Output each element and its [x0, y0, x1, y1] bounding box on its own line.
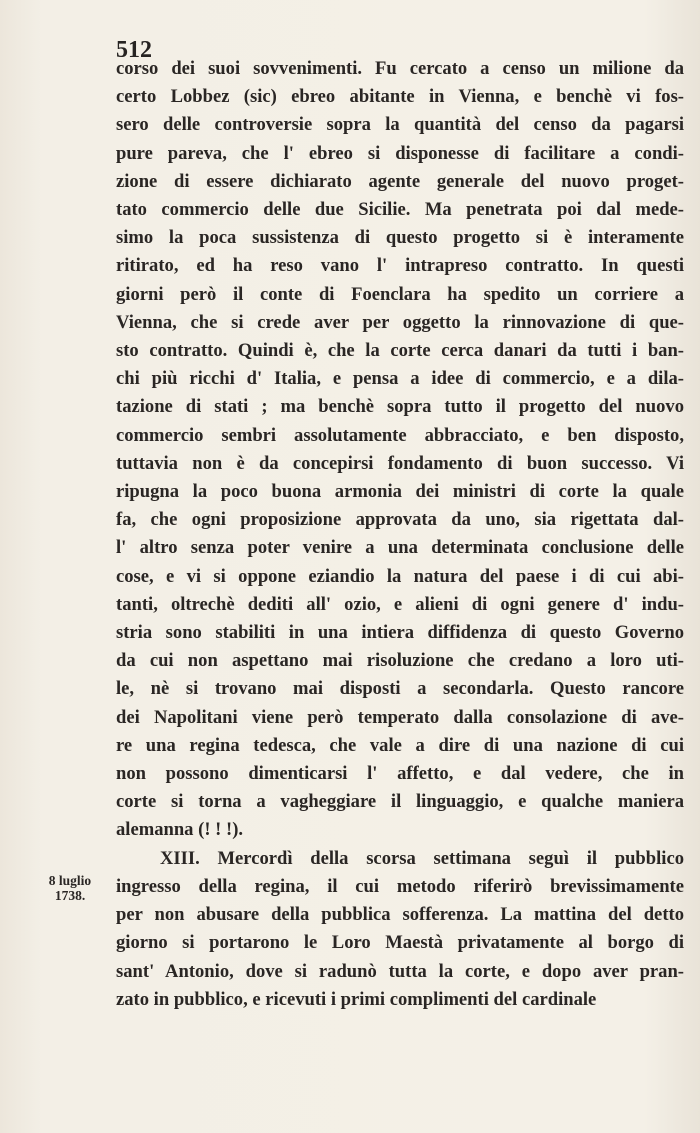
text-line: sto contratto. Quindi è, che la corte cerca danari da tutti i ban-: [116, 340, 684, 362]
text-line: giorno si portarono le Loro Maestà privatamente al borgo di: [116, 932, 684, 954]
text-line: cose, e vi si oppone eziandio la natura del paese i di cui abi-: [116, 565, 684, 587]
text-line: sero delle controversie sopra la quantità del censo da pagarsi: [116, 114, 684, 136]
text-line: corso dei suoi sovvenimenti. Fu cercato a censo un milione da: [116, 58, 684, 79]
text-line: giorni però il conte di Foenclara ha spedito un corriere a: [116, 283, 684, 305]
text-line: per non abusare della pubblica sofferenza. La mattina del detto: [116, 904, 684, 926]
text-line: simo la poca sussistenza di questo progetto si è interamente: [116, 227, 684, 249]
text-line: re una regina tedesca, che vale a dire di una nazione di cui: [116, 734, 684, 756]
text-line: commercio sembri assolutamente abbracciato, e ben disposto,: [116, 424, 684, 446]
text-line: zione di essere dichiarato agente generale del nuovo proget-: [116, 170, 684, 192]
text-line: le, nè si trovano mai disposti a secondarla. Questo rancore: [116, 678, 684, 700]
text-line: alemanna (! ! !).: [116, 819, 244, 841]
page-number: 512: [116, 37, 152, 63]
text-line: fa, che ogni proposizione approvata da uno, sia rigettata dal-: [116, 509, 684, 531]
margin-note-year: 1738.: [54, 888, 86, 903]
text-line: ingresso della regina, il cui metodo riferirò brevissimamente: [116, 875, 684, 897]
text-line: l' altro senza poter venire a una determinata conclusione delle: [116, 537, 684, 559]
text-line: certo Lobbez (sic) ebreo abitante in Vienna, e benchè vi fos-: [116, 86, 684, 108]
text-line: stria sono stabiliti in una intiera diffidenza di questo Governo: [116, 622, 684, 644]
text-line: tato commercio delle due Sicilie. Ma penetrata poi dal mede-: [116, 199, 684, 221]
text-line: corte si torna a vagheggiare il linguaggio, e qualche maniera: [116, 791, 684, 813]
body-text: [116, 55, 684, 1014]
text-line: Vienna, che si crede aver per oggetto la rinnovazione di que-: [116, 311, 684, 333]
text-line: da cui non aspettano mai risoluzione che credano a loro uti-: [116, 650, 684, 672]
margin-date-note: [30, 873, 110, 903]
text-line: dei Napolitani viene però temperato dalla consolazione di ave-: [116, 706, 684, 728]
text-line: sant' Antonio, dove si radunò tutta la corte, e dopo aver pran-: [116, 960, 684, 982]
text-line: zato in pubblico, e ricevuti i primi complimenti del cardinale: [116, 988, 597, 1010]
text-line: pure pareva, che l' ebreo si disponesse di facilitare a condi-: [116, 142, 684, 164]
text-line: chi più ricchi d' Italia, e pensa a idee di commercio, e a dila-: [116, 368, 684, 390]
paragraph: [116, 845, 684, 1014]
text-line: XIII. Mercordì della scorsa settimana seguì il pubblico: [160, 847, 684, 869]
margin-note-date: 8 luglio: [48, 873, 92, 888]
text-line: tanti, oltrechè dediti all' ozio, e alieni di ogni genere d' indu-: [116, 593, 684, 615]
text-line: ripugna la poco buona armonia dei ministri di corte la quale: [116, 481, 684, 503]
text-line: tuttavia non è da concepirsi fondamento di buon successo. Vi: [116, 452, 684, 474]
text-line: tazione di stati ; ma benchè sopra tutto il progetto del nuovo: [116, 396, 684, 418]
paragraph: [116, 55, 684, 845]
text-line: non possono dimenticarsi l' affetto, e dal vedere, che in: [116, 763, 684, 785]
text-line: ritirato, ed ha reso vano l' intrapreso contratto. In questi: [116, 255, 684, 277]
